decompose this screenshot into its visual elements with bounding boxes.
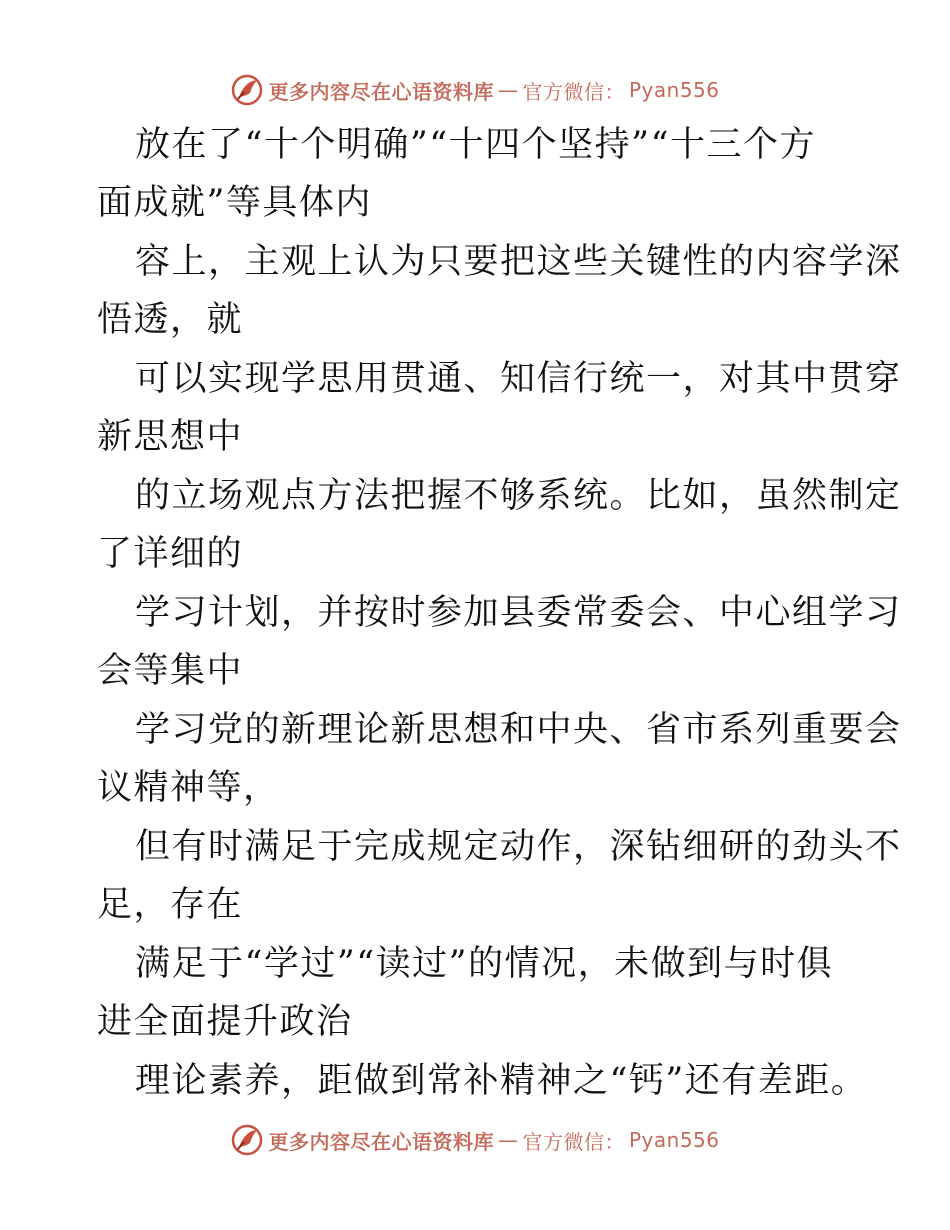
footer-watermark <box>0 1122 950 1158</box>
watermark-official-label: 官方微信： <box>522 1129 625 1154</box>
text-line: 会等集中 <box>97 651 244 691</box>
text-line: 容上，主观上认为只要把这些关键性的内容学深 <box>135 242 902 282</box>
brand-logo-icon <box>230 1123 264 1157</box>
text-line: 学习党的新理论新思想和中央、省市系列重要会 <box>135 710 902 750</box>
header-watermark <box>0 72 950 108</box>
watermark-dash: — <box>497 78 519 102</box>
text-line: 的立场观点方法把握不够系统。比如，虽然制定 <box>135 476 902 516</box>
text-line: 足，存在 <box>97 885 244 925</box>
text-line: 放在了“十个明确”“十四个坚持”“十三个方 <box>135 125 816 165</box>
watermark-brand-text: 更多内容尽在心语资料库 <box>268 79 494 104</box>
brand-logo-icon <box>230 73 264 107</box>
text-line: 面成就”等具体内 <box>97 183 372 223</box>
watermark-wechat-id: Pyan556 <box>628 1128 720 1152</box>
text-line: 理论素养，距做到常补精神之“钙”还有差距。 <box>135 1061 868 1101</box>
watermark-dash: — <box>497 1128 519 1152</box>
watermark-brand-text: 更多内容尽在心语资料库 <box>268 1129 494 1154</box>
text-line: 悟透，就 <box>97 300 244 340</box>
text-line: 学习计划，并按时参加县委常委会、中心组学习 <box>135 593 902 633</box>
text-line: 议精神等， <box>97 768 280 808</box>
text-line: 了详细的 <box>97 534 244 574</box>
text-line: 进全面提升政治 <box>97 1002 353 1042</box>
text-line: 但有时满足于完成规定动作，深钻细研的劲头不 <box>135 827 902 867</box>
text-line: 新思想中 <box>97 417 244 457</box>
watermark-official-label: 官方微信： <box>522 79 625 104</box>
text-line: 可以实现学思用贯通、知信行统一，对其中贯穿 <box>135 359 902 399</box>
watermark-wechat-id: Pyan556 <box>628 78 720 102</box>
text-line: 满足于“学过”“读过”的情况，未做到与时俱 <box>135 944 834 984</box>
